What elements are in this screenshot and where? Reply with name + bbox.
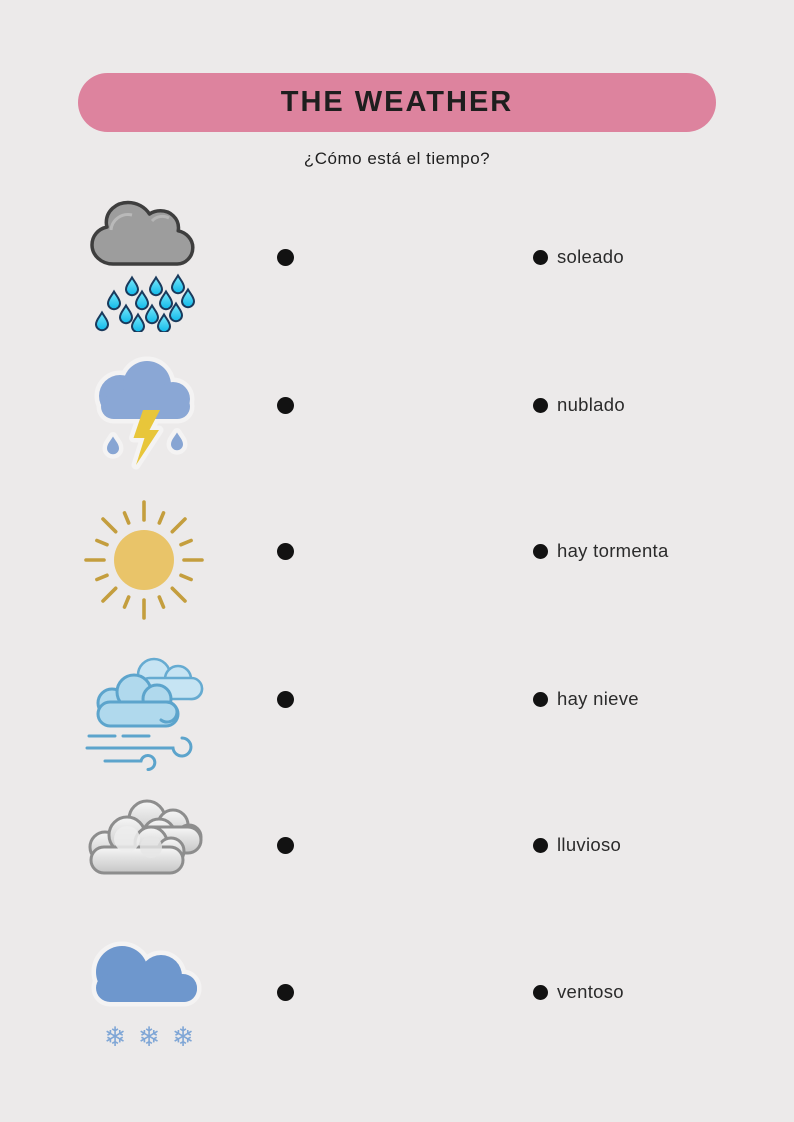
match-dot-right[interactable] bbox=[533, 985, 548, 1000]
answer-label: nublado bbox=[557, 394, 625, 415]
storm-cloud-lightning-icon bbox=[72, 344, 218, 484]
answer-label: ventoso bbox=[557, 981, 624, 1002]
subtitle: ¿Cómo está el tiempo? bbox=[303, 149, 491, 168]
answer-label: hay tormenta bbox=[557, 540, 669, 561]
rain-cloud-icon bbox=[72, 196, 218, 336]
match-dot-right[interactable] bbox=[533, 544, 548, 559]
match-dot-right[interactable] bbox=[533, 838, 548, 853]
answer-label: hay nieve bbox=[557, 688, 639, 709]
match-row bbox=[0, 775, 794, 915]
match-dot-middle[interactable] bbox=[277, 249, 294, 266]
match-dot-right[interactable] bbox=[533, 398, 548, 413]
match-dot-middle[interactable] bbox=[277, 691, 294, 708]
page-title: THE WEATHER bbox=[280, 86, 514, 118]
match-row bbox=[0, 481, 794, 621]
sun-icon bbox=[72, 490, 218, 630]
match-dot-middle[interactable] bbox=[277, 984, 294, 1001]
match-dot-middle[interactable] bbox=[277, 543, 294, 560]
svg-text:❄: ❄ bbox=[171, 1022, 195, 1052]
answer-label: lluvioso bbox=[557, 834, 622, 855]
header-banner bbox=[78, 73, 716, 132]
gray-clouds-icon bbox=[72, 775, 218, 915]
windy-clouds-icon bbox=[72, 638, 218, 778]
svg-text:❄: ❄ bbox=[137, 1022, 161, 1052]
snow-cloud-icon bbox=[72, 922, 218, 1062]
match-dot-right[interactable] bbox=[533, 250, 548, 265]
match-row bbox=[0, 335, 794, 475]
answer-label: soleado bbox=[557, 246, 624, 267]
match-dot-right[interactable] bbox=[533, 692, 548, 707]
match-row bbox=[0, 922, 794, 1062]
match-dot-middle[interactable] bbox=[277, 397, 294, 414]
svg-text:❄: ❄ bbox=[103, 1022, 127, 1052]
match-dot-middle[interactable] bbox=[277, 837, 294, 854]
match-row bbox=[0, 629, 794, 769]
match-row bbox=[0, 187, 794, 327]
